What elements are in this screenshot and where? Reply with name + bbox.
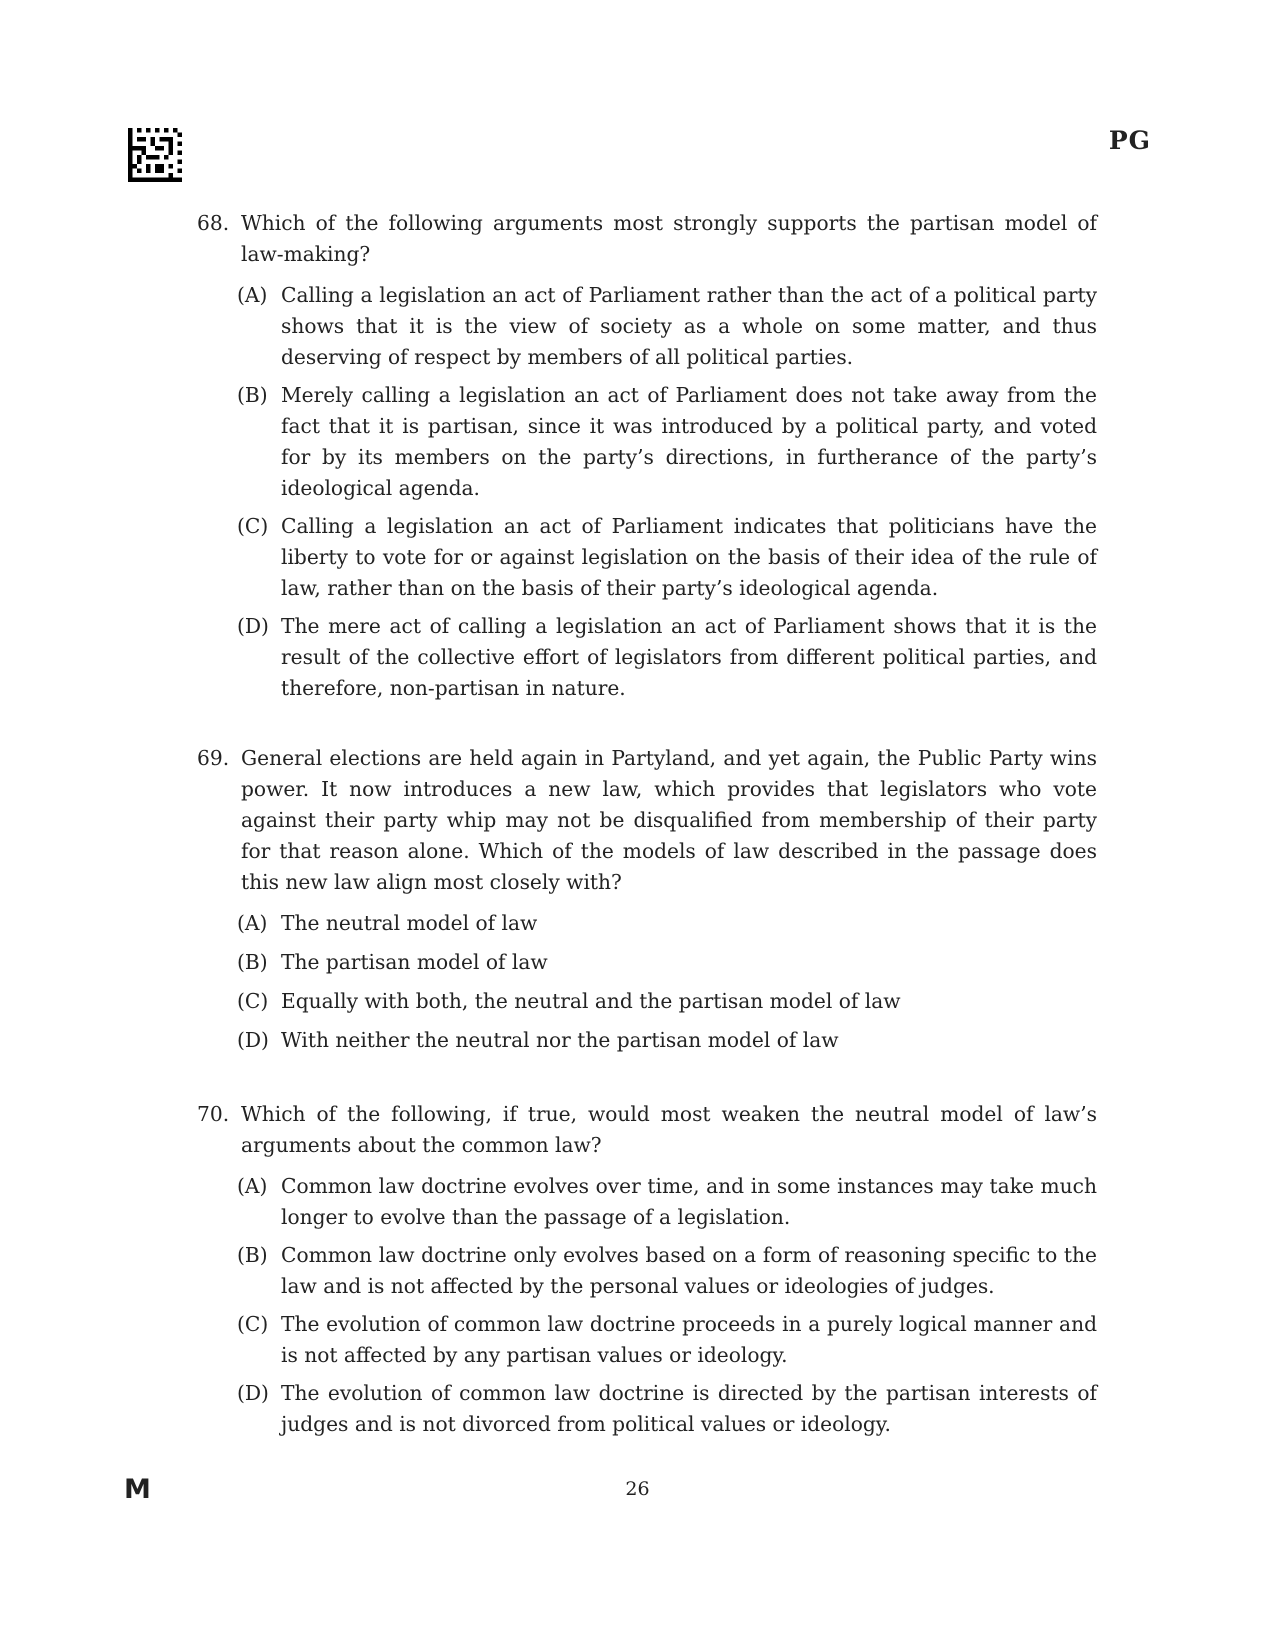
option-list (237, 280, 1097, 704)
question-stem (197, 208, 1097, 270)
option-text: Merely calling a legislation an act of Parliament does not take away from the fact that it is partisan, since it was introduced by a political party, and voted for by its members on the party’s directions, in furtherance of the party’s ideological agenda. (281, 383, 1097, 500)
option-text: With neither the neutral nor the partisan model of law (281, 1028, 839, 1052)
option-label: (C) (237, 1312, 269, 1336)
option-d (237, 1025, 1097, 1056)
option-c (237, 511, 1097, 604)
question-68 (197, 208, 1097, 711)
option-list (237, 908, 1097, 1056)
option-c (237, 1309, 1097, 1371)
option-label: (D) (237, 1028, 269, 1052)
option-label: (C) (237, 989, 269, 1013)
option-b (237, 1240, 1097, 1302)
question-stem (197, 743, 1097, 898)
option-text: The partisan model of law (281, 950, 548, 974)
option-text: Calling a legislation an act of Parliament rather than the act of a political party shows that it is the view of society as a whole on some matter, and thus deserving of respect by members of all political parties. (281, 283, 1097, 369)
option-text: Equally with both, the neutral and the partisan model of law (281, 989, 901, 1013)
option-label: (C) (237, 514, 269, 538)
datamatrix-barcode-icon (128, 128, 182, 182)
question-number: 68. (197, 211, 230, 235)
question-70 (197, 1099, 1097, 1447)
option-text: Common law doctrine evolves over time, and in some instances may take much longer to evolve than the passage of a legislation. (281, 1174, 1097, 1229)
question-text: Which of the following arguments most strongly supports the partisan model of law-making? (241, 211, 1097, 266)
option-text: The mere act of calling a legislation an act of Parliament shows that it is the result of the collective effort of legislators from different political parties, and therefore, non-partisan in nature. (281, 614, 1097, 700)
option-b (237, 380, 1097, 504)
page-number: 26 (625, 1478, 650, 1500)
option-label: (D) (237, 614, 269, 638)
option-label: (A) (237, 911, 268, 935)
question-stem (197, 1099, 1097, 1161)
option-text: Common law doctrine only evolves based on a form of reasoning specific to the law and is not affected by the personal values or ideologies of judges. (281, 1243, 1097, 1298)
option-d (237, 611, 1097, 704)
option-text: The evolution of common law doctrine proceeds in a purely logical manner and is not affected by any partisan values or ideology. (281, 1312, 1097, 1367)
option-label: (B) (237, 383, 268, 407)
option-text: Calling a legislation an act of Parliament indicates that politicians have the liberty to vote for or against legislation on the basis of their idea of the rule of law, rather than on the basis of their party’s ideological agenda. (281, 514, 1097, 600)
option-label: (A) (237, 283, 268, 307)
question-text: Which of the following, if true, would most weaken the neutral model of law’s arguments about the common law? (241, 1102, 1097, 1157)
option-text: The neutral model of law (281, 911, 538, 935)
question-number: 70. (197, 1102, 230, 1126)
option-label: (B) (237, 950, 268, 974)
question-69 (197, 743, 1097, 1064)
option-label: (B) (237, 1243, 268, 1267)
option-text: The evolution of common law doctrine is directed by the partisan interests of judges and is not divorced from political values or ideology. (281, 1381, 1097, 1436)
series-mark: M (124, 1474, 151, 1505)
option-c (237, 986, 1097, 1017)
question-number: 69. (197, 746, 230, 770)
option-b (237, 947, 1097, 978)
option-list (237, 1171, 1097, 1440)
option-a (237, 1171, 1097, 1233)
option-a (237, 908, 1097, 939)
option-label: (A) (237, 1174, 268, 1198)
paper-code: PG (1108, 126, 1151, 155)
option-label: (D) (237, 1381, 269, 1405)
option-d (237, 1378, 1097, 1440)
question-text: General elections are held again in Partyland, and yet again, the Public Party wins power. It now introduces a new law, which provides that legislators who vote against their party whip may not be disqualified from membership of their party for that reason alone. Which of the models of law described in the passage does this new law align most closely with? (241, 746, 1097, 894)
option-a (237, 280, 1097, 373)
